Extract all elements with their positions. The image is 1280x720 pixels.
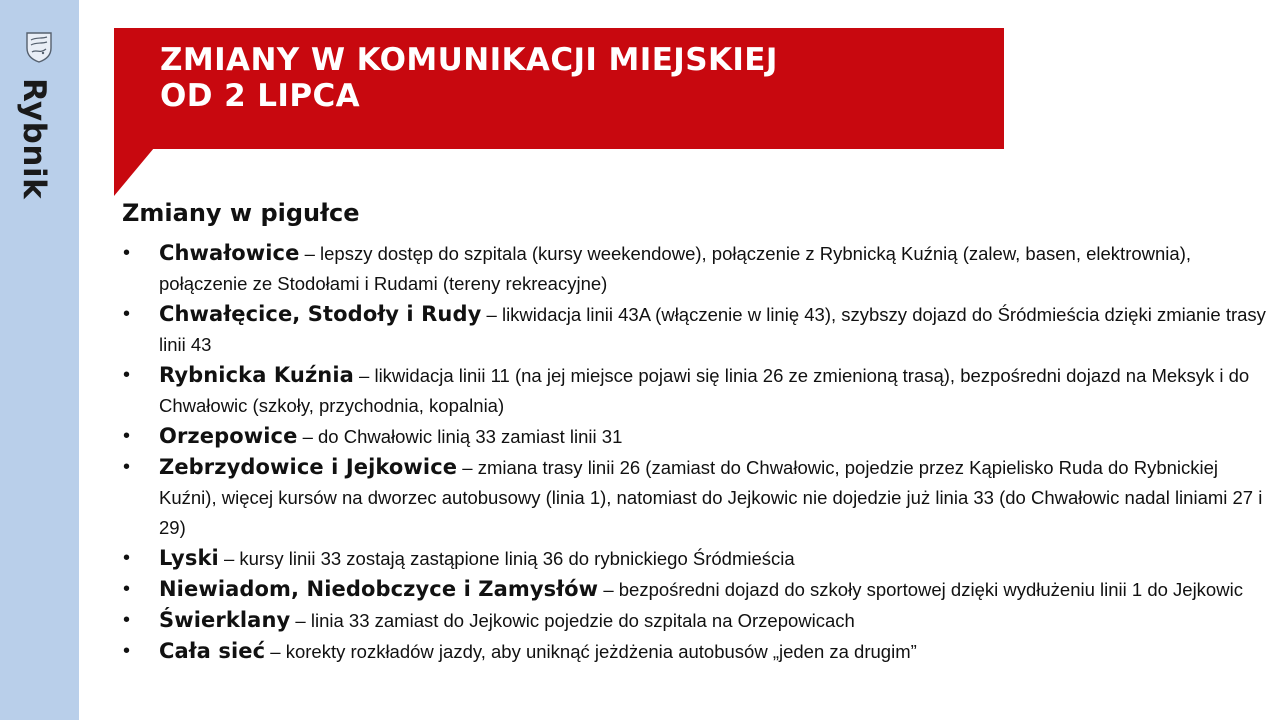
list-item-swierklany (122, 605, 1267, 636)
sidebar (0, 0, 79, 720)
item-text: – lepszy dostęp do szpitala (kursy weekendowe), połączenie z Rybnicką Kuźnią (zalew, basen, elektrownia), połączenie ze Stodołami i Rudami (tereny rekreacyjne) (159, 243, 1191, 294)
bullet-icon: • (123, 425, 131, 447)
item-title: Świerklany (159, 608, 291, 632)
item-title: Lyski (159, 546, 219, 570)
item-text: – korekty rozkładów jazdy, aby uniknąć jeżdżenia autobusów „jeden za drugim” (265, 641, 917, 662)
item-title: Chwałowice (159, 241, 300, 265)
item-title: Orzepowice (159, 424, 298, 448)
bullet-icon: • (123, 640, 131, 662)
page-title-line-1: ZMIANY W KOMUNIKACJI MIEJSKIEJ (160, 42, 778, 78)
brand-name: Rybnik (16, 78, 52, 200)
list-item-chwalowice (122, 238, 1267, 299)
item-text: – bezpośredni dojazd do szkoły sportowej dzięki wydłużeniu linii 1 do Jejkowic (598, 579, 1243, 600)
list-item-rybnicka-kuznia (122, 360, 1267, 421)
rybnik-coat-of-arms-icon (24, 30, 54, 64)
list-item-orzepowice (122, 421, 1267, 452)
item-text: – linia 33 zamiast do Jejkowic pojedzie do szpitala na Orzepowicach (290, 610, 855, 631)
page-title (160, 42, 990, 114)
bullet-icon: • (123, 578, 131, 600)
list-item-chwalecice (122, 299, 1267, 360)
list-item-lyski (122, 543, 1267, 574)
list-item-zebrzydowice (122, 452, 1267, 543)
bullet-icon: • (123, 364, 131, 386)
banner-tail (114, 148, 154, 196)
page-title-line-2: OD 2 LIPCA (160, 78, 360, 114)
item-title: Rybnicka Kuźnia (159, 363, 354, 387)
bullet-icon: • (123, 303, 131, 325)
item-title: Cała sieć (159, 639, 266, 663)
section-heading: Zmiany w pigułce (122, 199, 360, 227)
item-text: – zmiana trasy linii 26 (zamiast do Chwałowic, pojedzie przez Kąpielisko Ruda do Rybnickiej Kuźni), więcej kursów na dworzec autobusowy (linia 1), natomiast do Jejkowic nie dojedzie już linia 33 (do Chwałowic nadal liniami 27 i 29) (159, 457, 1263, 538)
item-text: – do Chwałowic linią 33 zamiast linii 31 (297, 426, 623, 447)
item-text: – likwidacja linii 43A (włączenie w linię 43), szybszy dojazd do Śródmieścia dzięki zmianie trasy linii 43 (159, 304, 1266, 355)
bullet-icon: • (123, 547, 131, 569)
bullet-icon: • (123, 609, 131, 631)
bullet-icon: • (123, 242, 131, 264)
item-text: – likwidacja linii 11 (na jej miejsce pojawi się linia 26 ze zmienioną trasą), bezpośredni dojazd na Meksyk i do Chwałowic (szkoły, przychodnia, kopalnia) (159, 365, 1250, 416)
item-title: Niewiadom, Niedobczyce i Zamysłów (159, 577, 599, 601)
item-text: – kursy linii 33 zostają zastąpione linią 36 do rybnickiego Śródmieścia (218, 548, 795, 569)
item-title: Zebrzydowice i Jejkowice (159, 455, 458, 479)
list-item-cala-siec (122, 636, 1267, 667)
list-item-niewiadom (122, 574, 1267, 605)
bullet-icon: • (123, 456, 131, 478)
changes-list (122, 238, 1267, 667)
item-title: Chwałęcice, Stodoły i Rudy (159, 302, 482, 326)
